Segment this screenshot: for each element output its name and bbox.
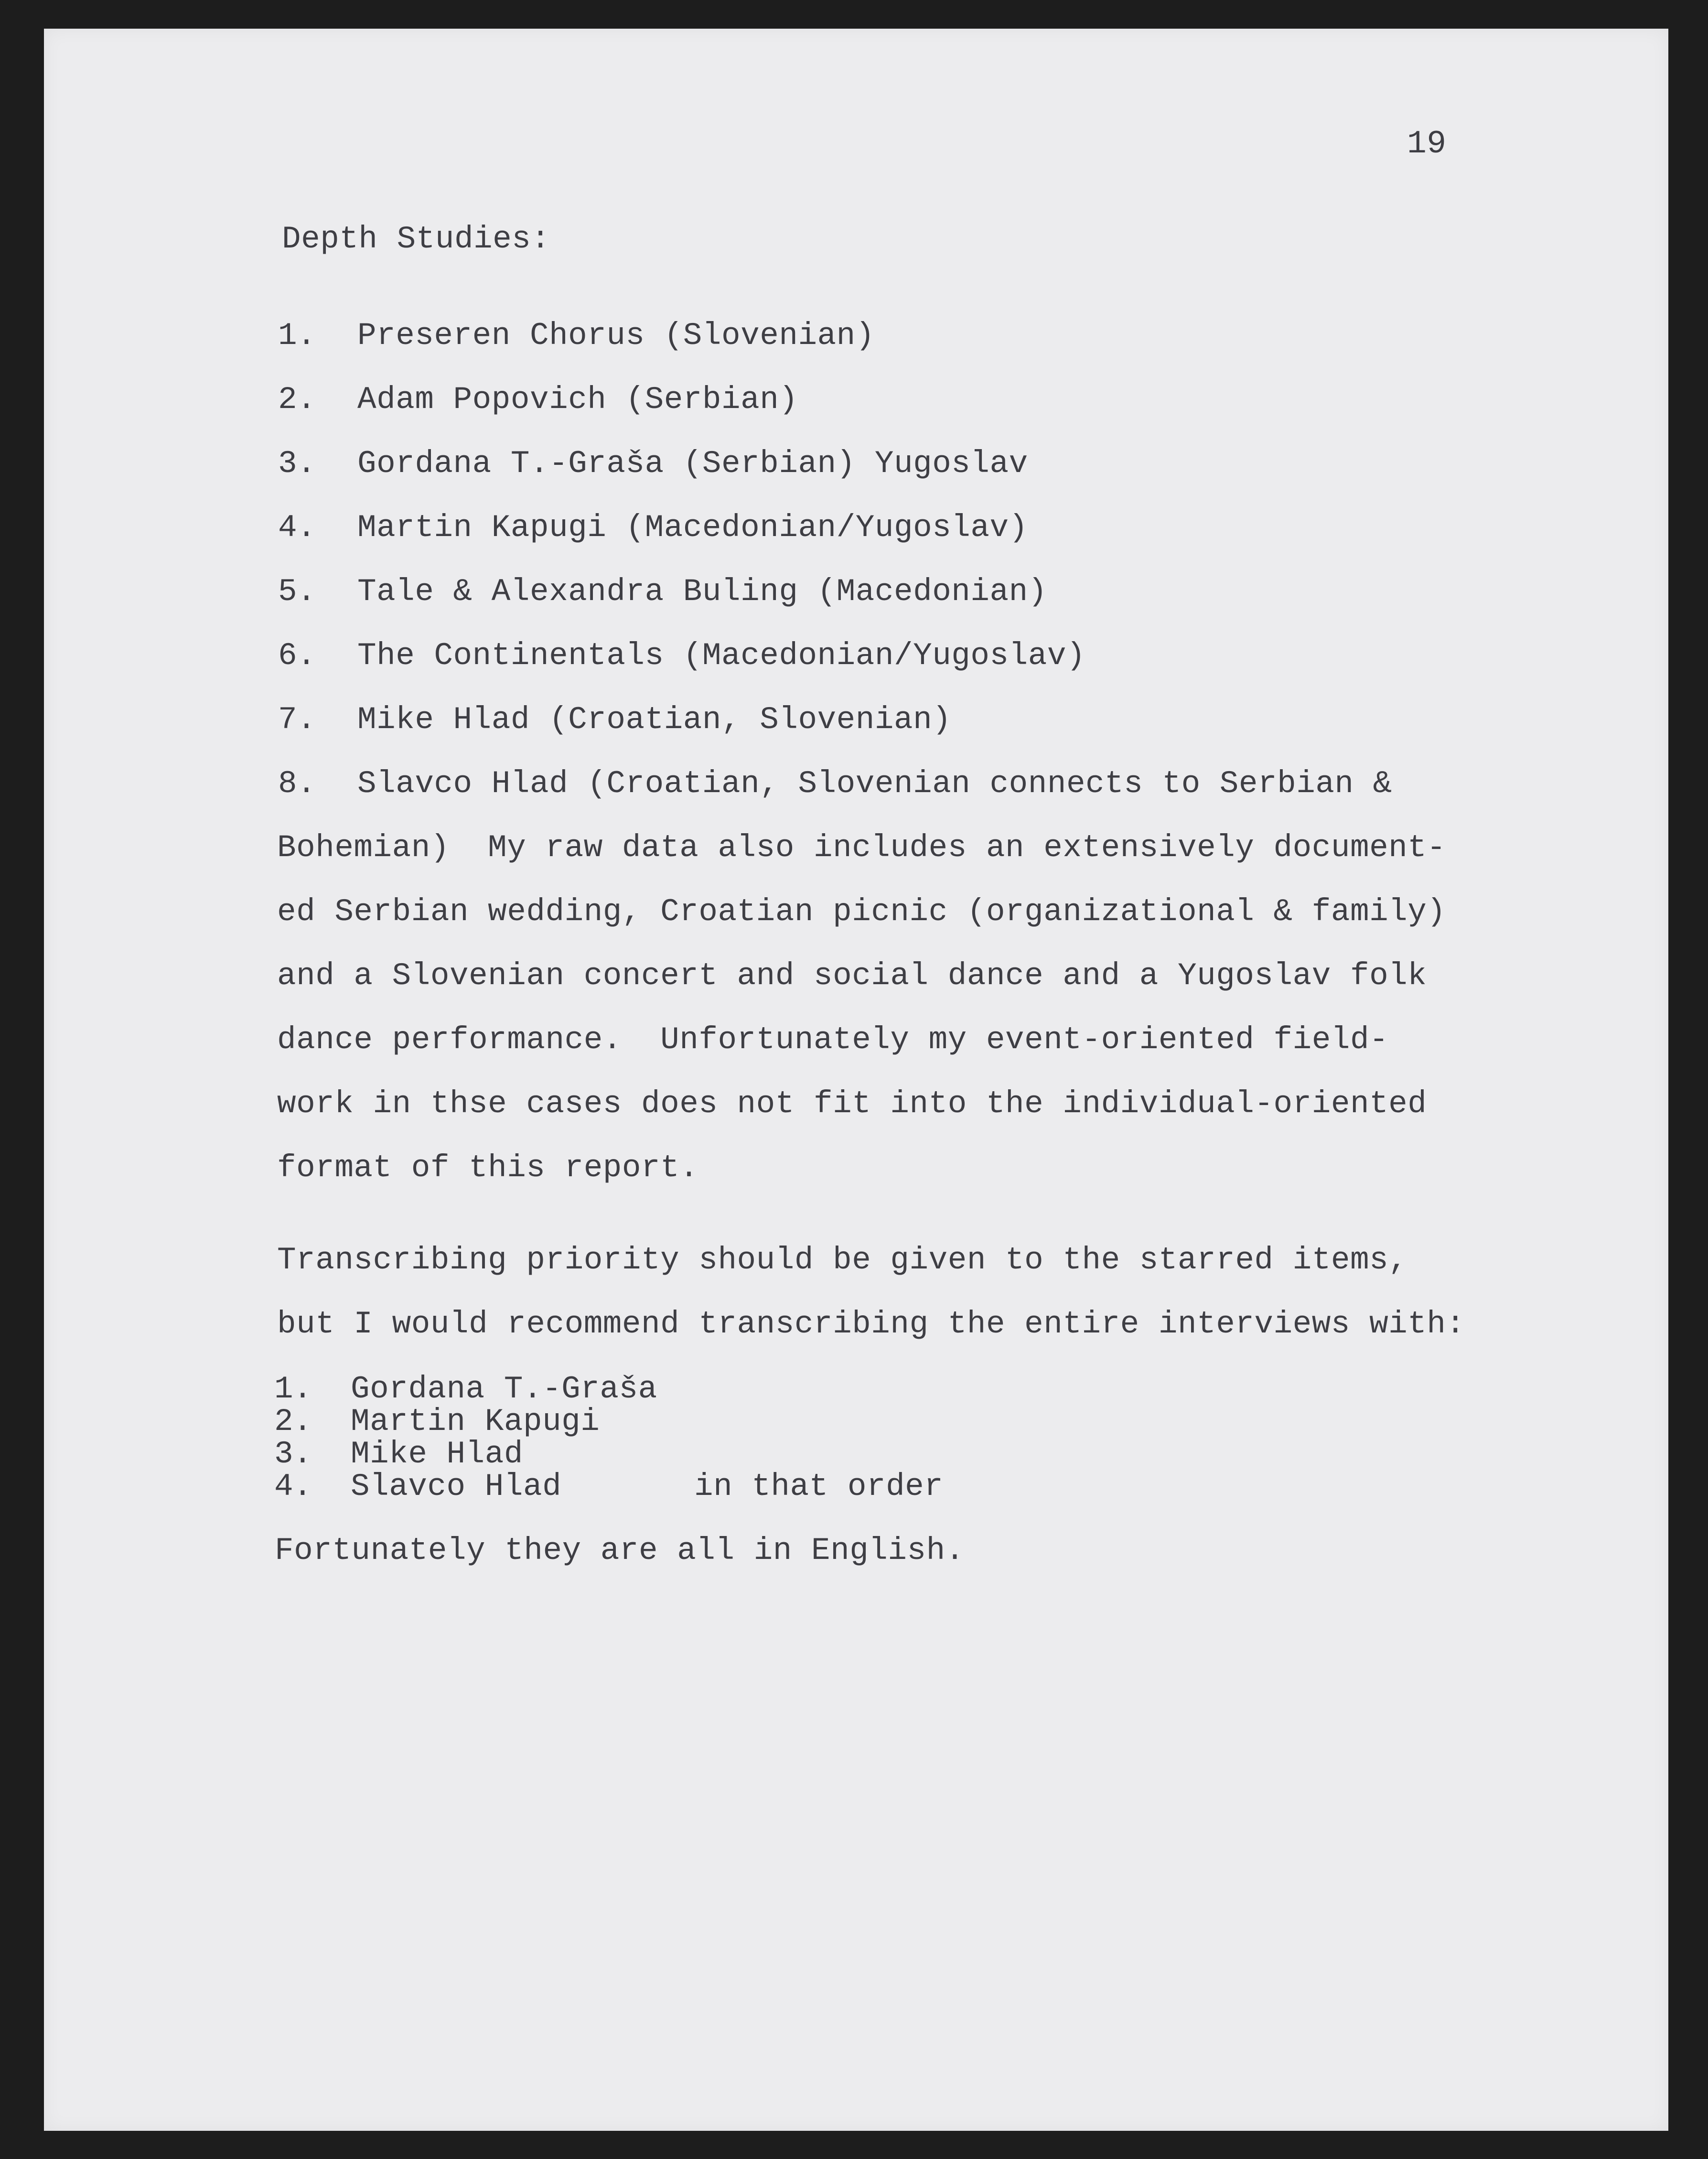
list-item-number: 1. — [274, 1371, 312, 1407]
list-item-text: Preseren Chorus (Slovenian) — [357, 318, 875, 354]
paragraph-line: dance performance. Unfortunately my event-oriented field- — [277, 1022, 1389, 1058]
paragraph-line: ed Serbian wedding, Croatian picnic (organizational & family) — [277, 894, 1446, 930]
order-note: in that order — [694, 1469, 944, 1504]
list-item-text: Adam Popovich (Serbian) — [357, 382, 798, 418]
list-item-number: 2. — [274, 1404, 312, 1439]
list-item-text: Martin Kapugi (Macedonian/Yugoslav) — [357, 510, 1028, 546]
list-item-number: 8. — [278, 766, 316, 802]
list-item-text: Mike Hlad (Croatian, Slovenian) — [357, 702, 952, 738]
list-item-text: Gordana T.-Graša (Serbian) Yugoslav — [357, 446, 1028, 482]
paragraph-line: Bohemian) My raw data also includes an extensively document- — [277, 830, 1446, 866]
list-item-text: The Continentals (Macedonian/Yugoslav) — [357, 638, 1086, 674]
list-item-text: Slavco Hlad — [351, 1469, 562, 1504]
list-item-number: 4. — [278, 510, 316, 546]
list-item-number: 1. — [278, 318, 316, 354]
paragraph-line: format of this report. — [277, 1150, 699, 1186]
list-item-number: 3. — [278, 446, 316, 482]
list-item-text: Mike Hlad — [351, 1436, 523, 1472]
paragraph-line: Transcribing priority should be given to the starred items, — [277, 1242, 1408, 1278]
list-item-number: 4. — [274, 1469, 312, 1504]
closing-line: Fortunately they are all in English. — [275, 1533, 965, 1568]
paragraph-line: but I would recommend transcribing the entire interviews with: — [277, 1306, 1465, 1342]
list-item-number: 2. — [278, 382, 316, 418]
paragraph-line: and a Slovenian concert and social dance and a Yugoslav folk — [277, 958, 1427, 994]
section-heading: Depth Studies: — [282, 221, 550, 257]
list-item-text: Tale & Alexandra Buling (Macedonian) — [357, 574, 1047, 610]
paragraph-line: work in thse cases does not fit into the individual-oriented — [277, 1086, 1427, 1122]
list-item-text: Gordana T.-Graša — [351, 1371, 657, 1407]
list-item-number: 3. — [274, 1436, 312, 1472]
page-number: 19 — [1407, 126, 1447, 162]
list-item-text: Martin Kapugi — [351, 1404, 600, 1439]
list-item-text: Slavco Hlad (Croatian, Slovenian connects to Serbian & — [357, 766, 1392, 802]
list-item-number: 6. — [278, 638, 316, 674]
list-item-number: 7. — [278, 702, 316, 738]
list-item-number: 5. — [278, 574, 316, 610]
